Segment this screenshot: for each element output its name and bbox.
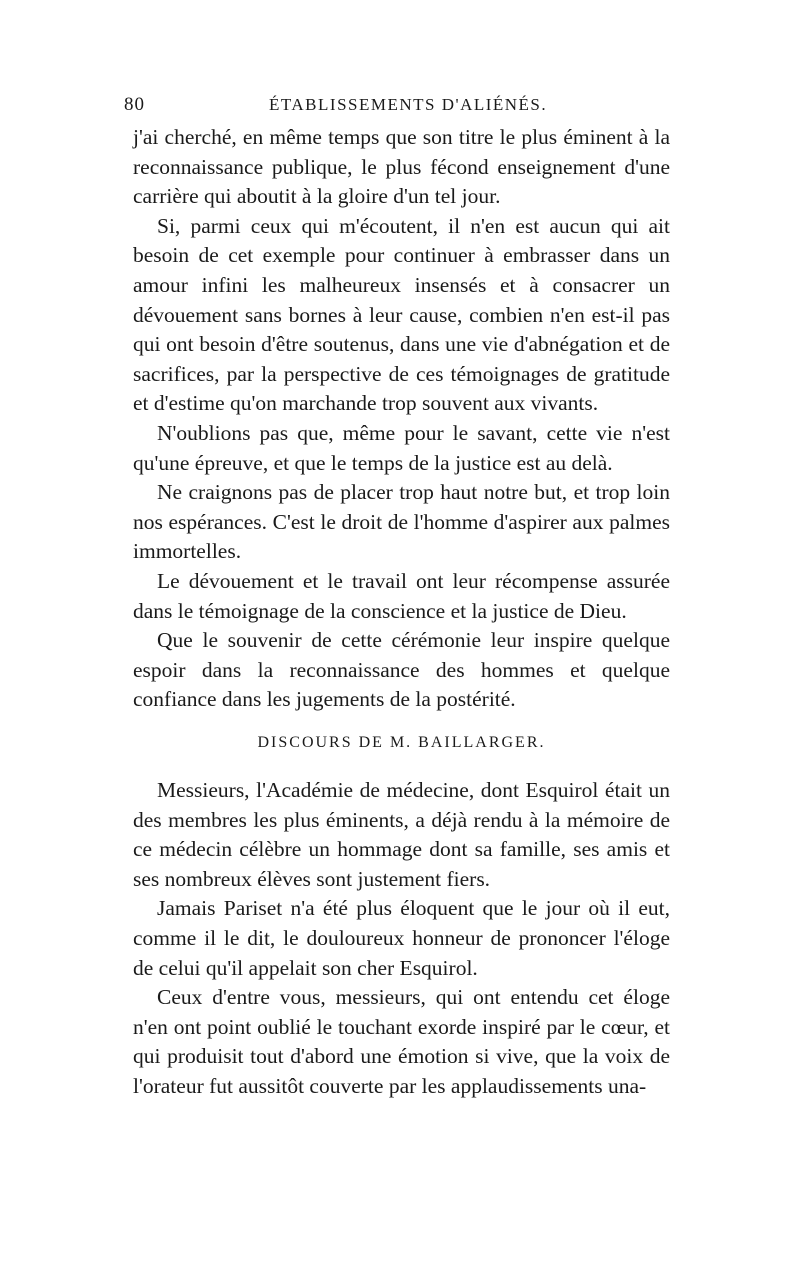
- section-heading: DISCOURS DE M. BAILLARGER.: [257, 734, 546, 751]
- text-block-before-heading: [133, 123, 670, 715]
- paragraph: Que le souvenir de cette cérémonie leur inspire quelque espoir dans la reconnaissance des hommes et quelque confiance dans les jugements de la postérité.: [133, 628, 670, 712]
- text-block-after-heading: [133, 776, 670, 1102]
- paragraph: Si, parmi ceux qui m'écoutent, il n'en est aucun qui ait besoin de cet exemple pour continuer à embrasser dans un amour infini les malheureux insensés et à consacrer un dévouement sans bornes à leur cause, combien n'en est-il pas qui ont besoin d'être soutenus, dans une vie d'abnégation et de sacrifices, par la perspective de ces témoignages de gratitude et d'estime qu'on marchande trop souvent aux vivants.: [133, 213, 670, 416]
- paragraph: Le dévouement et le travail ont leur récompense assurée dans le témoignage de la conscience et la justice de Dieu.: [133, 568, 670, 623]
- paragraph: j'ai cherché, en même temps que son titre le plus éminent à la reconnaissance publique, le plus fécond enseignement d'une carrière qui aboutit à la gloire d'un tel jour.: [133, 125, 670, 209]
- page-number: 80: [124, 94, 145, 115]
- paragraph: Jamais Pariset n'a été plus éloquent que le jour où il eut, comme il le dit, le douloureux honneur de prononcer l'éloge de celui qu'il appelait son cher Esquirol.: [133, 896, 670, 980]
- paragraph: Messieurs, l'Académie de médecine, dont Esquirol était un des membres les plus éminents, a déjà rendu à la mémoire de ce médecin célèbre un hommage dont sa famille, ses amis et ses nombreux élèves sont justement fiers.: [133, 778, 670, 891]
- running-title: ÉTABLISSEMENTS D'ALIÉNÉS.: [269, 95, 548, 114]
- running-head: [124, 94, 669, 120]
- paragraph: Ceux d'entre vous, messieurs, qui ont entendu cet éloge n'en ont point oublié le touchant exorde inspiré par le cœur, et qui produisit tout d'abord une émotion si vive, que la voix de l'orateur fut aussitôt couverte par les applaudissements una-: [133, 985, 670, 1098]
- paragraph: N'oublions pas que, même pour le savant, cette vie n'est qu'une épreuve, et que le temps de la justice est au delà.: [133, 420, 670, 475]
- paragraph: Ne craignons pas de placer trop haut notre but, et trop loin nos espérances. C'est le droit de l'homme d'aspirer aux palmes immortelles.: [133, 480, 670, 564]
